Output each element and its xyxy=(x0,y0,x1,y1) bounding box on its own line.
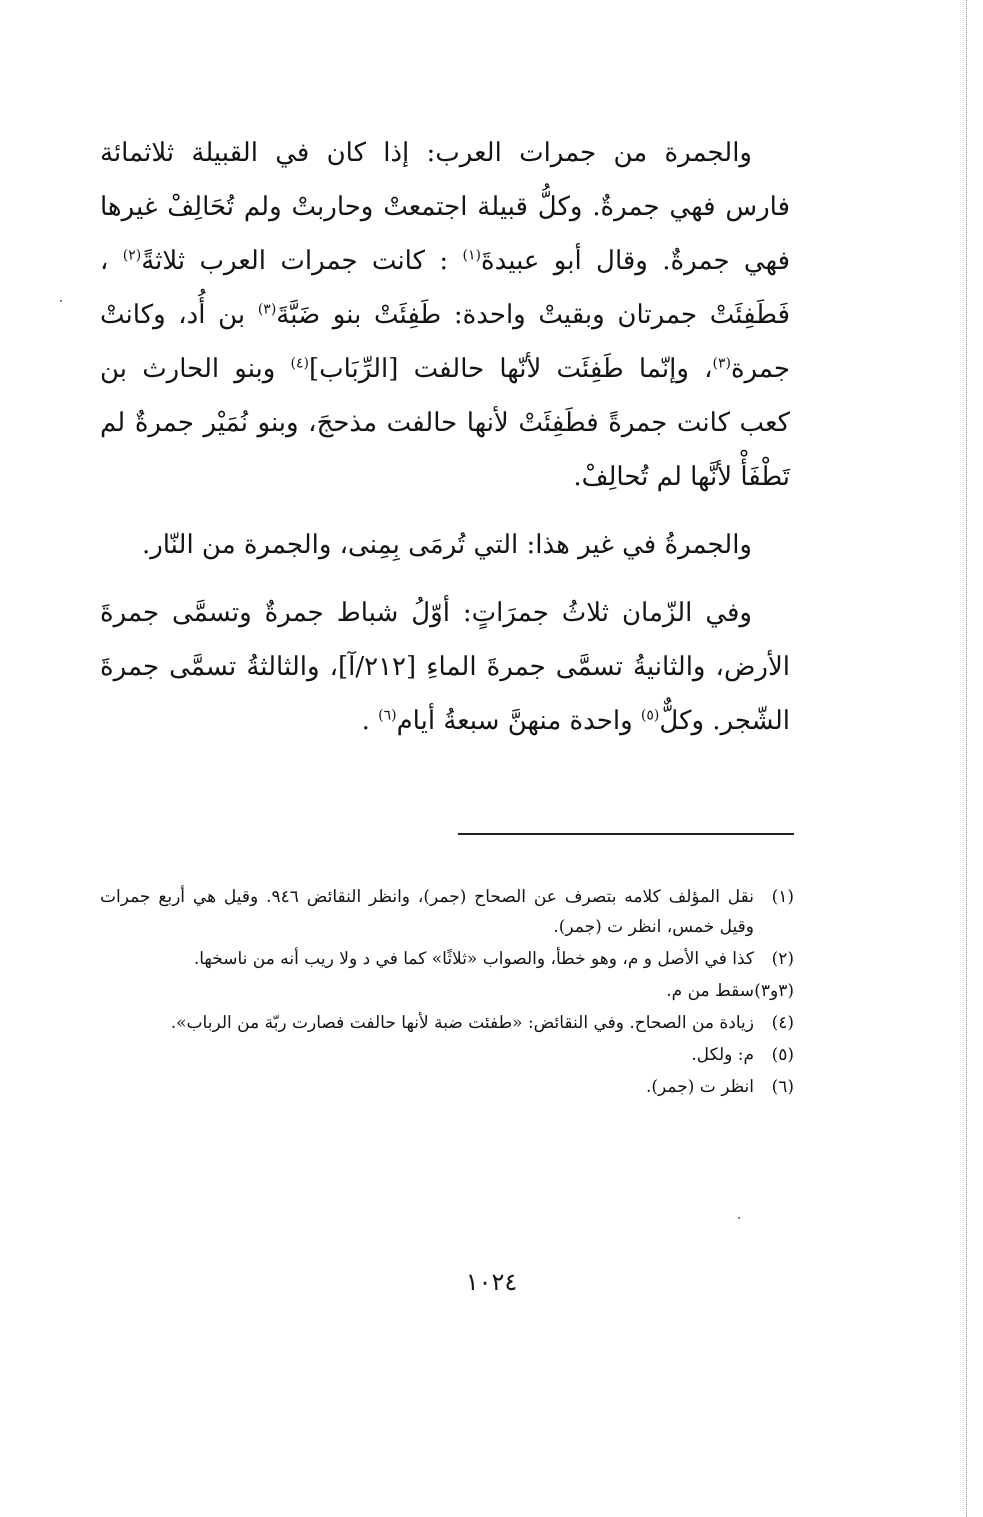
text-span: ، فَطَفِئَتْ جمرتان وبقيتْ واحدة: طَفِئَتْ بنو ضَبَّةَ xyxy=(100,246,790,330)
footnote-item xyxy=(100,1008,794,1038)
footnotes xyxy=(100,882,794,1104)
footnote-text: زيادة من الصحاح. وفي النقائض: «طفئت ضبة لأنها حالفت فصارت ربّة من الرباب». xyxy=(170,1013,754,1033)
footnote-ref: (٦) xyxy=(378,707,397,724)
footnote-number: (٤) xyxy=(771,1013,794,1033)
footnote-ref: (٢) xyxy=(122,247,142,264)
footnote-item xyxy=(100,1040,794,1070)
paragraph-2: والجمرةُ في غير هذا: التي تُرمَى بِمِنى، والجمرة من النّار. xyxy=(141,530,752,560)
footnote-item xyxy=(100,1072,794,1102)
footnote-item xyxy=(100,944,794,974)
paragraph-3 xyxy=(100,586,790,748)
footnote-separator xyxy=(458,833,794,835)
footnote-number: (٢) xyxy=(771,949,794,969)
page-number: ١٠٢٤ xyxy=(465,1268,518,1296)
footnote-item xyxy=(100,882,794,942)
text-span: : كانت جمرات العرب ثلاثةً xyxy=(141,246,463,276)
footnote-text: سقط من م. xyxy=(666,981,754,1001)
text-span: والجمرة من جمرات العرب: إذا كان في القبيلة ثلاثمائة فارس فهي جمرةٌ. وكلُّ قبيلة اجتمعتْ وحاربتْ ولم تُحَالِفْ غيرها فهي جمرةٌ. وقال أبو عبيدةَ xyxy=(100,138,790,276)
footnote-number: (١) xyxy=(771,887,794,907)
footnote-ref: (١) xyxy=(462,247,481,264)
text-span: واحدة منهنَّ سبعةُ أيام xyxy=(396,706,641,736)
footnote-text: كذا في الأصل و م، وهو خطأ، والصواب «ثلاثًا» كما في د ولا ريب أنه من ناسخها. xyxy=(193,949,754,969)
footnote-text: نقل المؤلف كلامه بتصرف عن الصحاح (جمر)، وانظر النقائض ٩٤٦. وقيل هي أربع جمرات وقيل خمس، انظر ت (جمر). xyxy=(100,887,754,937)
footnote-text: م: ولكل. xyxy=(691,1045,754,1065)
text-span: ، وإنّما طَفِئَت لأنّها حالفت [الرِّبَاب] xyxy=(309,354,713,384)
scan-speck xyxy=(60,300,62,302)
text-span: وفي الزّمان ثلاثُ جمرَاتٍ: أوّلُ شباط جمرةٌ وتسمَّى جمرةَ الأرض، والثانيةُ تسمَّى جمرةَ الماءِ [٢١٢/آ]، والثالثةُ تسمَّى جمرةَ الشّجر. وكلٌّ xyxy=(100,598,790,736)
footnote-number: (٥) xyxy=(771,1045,794,1065)
main-text xyxy=(100,126,790,748)
text-span: بن أُد، وكانتْ جمرة xyxy=(100,300,791,384)
footnote-number: (٣و٣) xyxy=(754,981,794,1001)
footnote-text: انظر ت (جمر). xyxy=(646,1077,754,1097)
footnote-ref: (٤) xyxy=(290,355,309,372)
text-span: . xyxy=(361,706,379,736)
footnote-ref: (٣) xyxy=(712,355,731,372)
footnote-item xyxy=(100,976,794,1006)
footnote-ref: (٣) xyxy=(257,301,277,318)
footnote-number: (٦) xyxy=(771,1077,794,1097)
paragraph-1 xyxy=(100,126,790,504)
text-span: وبنو الحارث بن كعب كانت جمرةً فطَفِئَتْ لأنها حالفت مذحجَ، وبنو نُمَيْر جمرةٌ لم تَطْفَأْ لأنَّها لم تُحالِفْ. xyxy=(100,354,790,492)
footnote-ref: (٥) xyxy=(640,707,660,724)
scan-speck xyxy=(738,1217,740,1219)
